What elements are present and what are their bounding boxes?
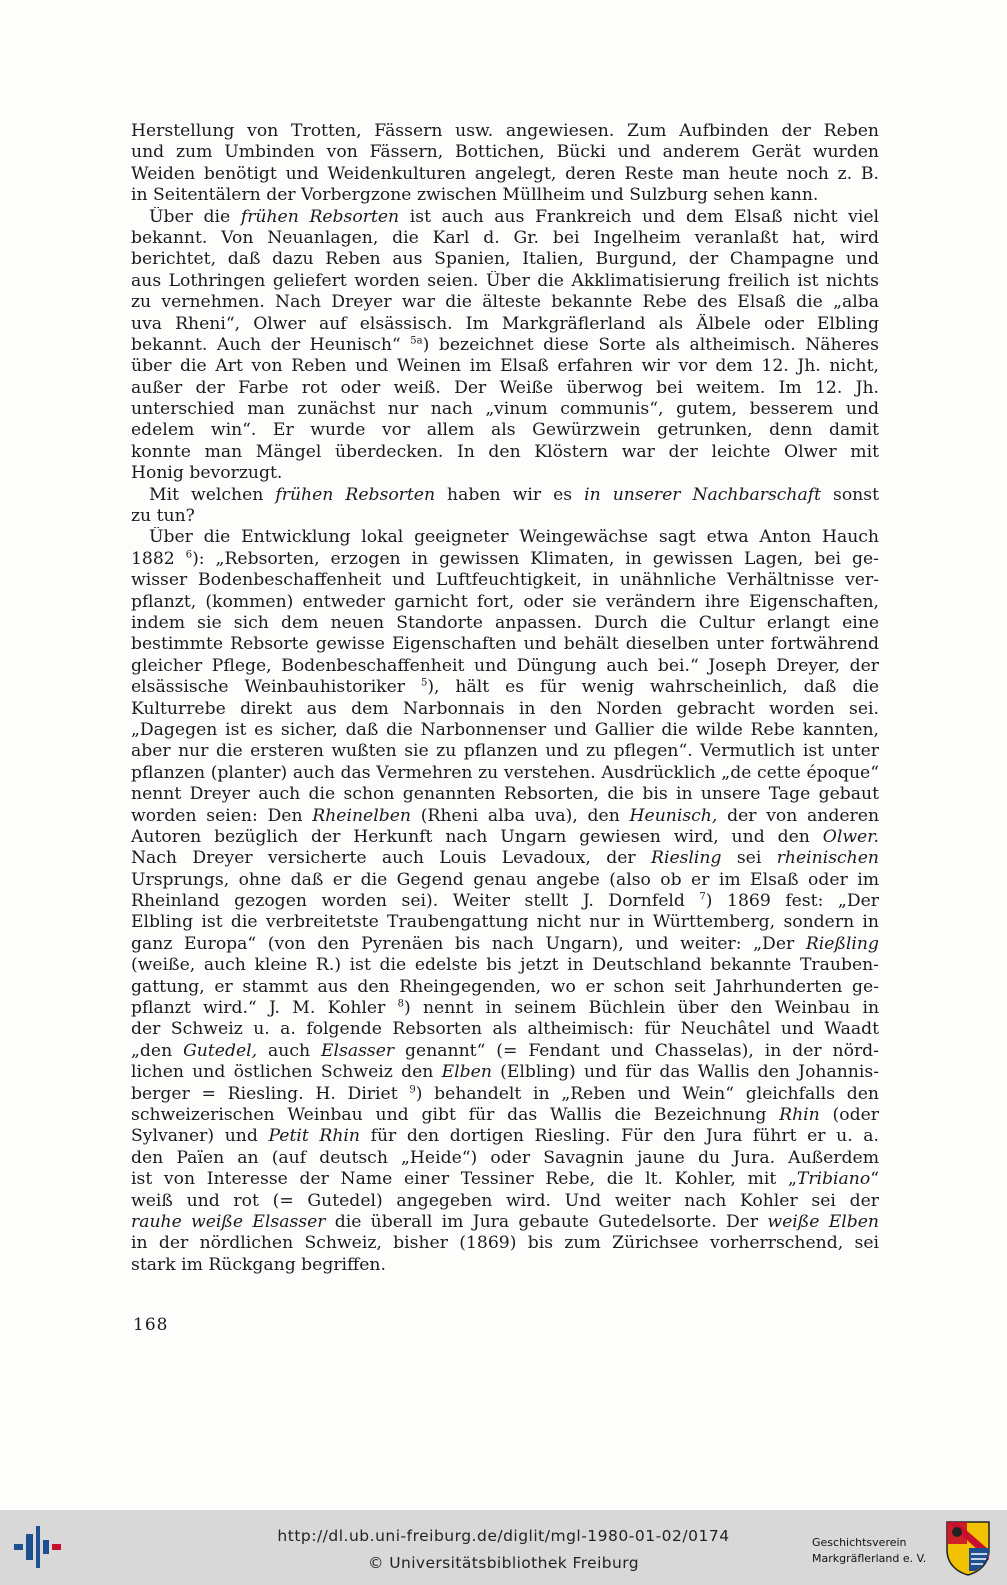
society-coat-of-arms-icon[interactable]	[945, 1520, 991, 1576]
text-span: Weiden benötigt und Weidenkulturen angelegt, deren Reste man heute noch z. B.	[131, 163, 879, 184]
text-line	[131, 207, 879, 228]
text-line	[131, 634, 879, 655]
text-span: ) bezeichnet diese Sorte als altheimisch. Näheres	[422, 334, 879, 355]
italic-text: frühen Rebsorten	[240, 206, 400, 227]
text-span: zu tun?	[131, 506, 195, 527]
text-line	[131, 827, 879, 848]
text-line	[131, 763, 879, 784]
text-line	[131, 292, 879, 313]
text-line	[131, 656, 879, 677]
text-span: gleicher Pflege, Bodenbeschaffenheit und Düngung auch bei.“ Joseph Dreyer, der	[131, 655, 879, 676]
italic-text: Tribiano	[796, 1169, 871, 1190]
text-line	[131, 912, 879, 933]
text-span: konnte man Mängel überdecken. In den Klöstern war der leichte Olwer mit	[131, 441, 879, 462]
text-span: Nach Dreyer versicherte auch Louis Levadoux, der	[131, 848, 651, 869]
text-span: schweizerischen Weinbau und gibt für das Wallis die Bezeichnung	[131, 1104, 780, 1125]
text-line	[131, 271, 879, 292]
text-span: pflanzen (planter) auch das Vermehren zu verstehen. Ausdrücklich „de cette époque“	[131, 762, 879, 783]
text-span: (Rheni alba uva), den	[410, 805, 630, 826]
society-name-line-2: Markgräflerland e. V.	[812, 1552, 927, 1565]
text-span: pflanzt, (kommen) entweder garnicht fort, oder sie verändern ihre Eigenschaften,	[131, 591, 879, 612]
society-name-line-1: Geschichtsverein	[812, 1536, 907, 1549]
text-line	[131, 335, 879, 356]
italic-text: Riesling	[651, 848, 722, 869]
text-span: ist auch aus Frankreich und dem Elsaß nicht viel	[399, 206, 879, 227]
text-span: aus Lothringen geliefert worden seien. Über die Akklimatisierung freilich ist nichts	[131, 270, 879, 291]
text-span: Elbling ist die verbreitetste Traubengattung nicht nur in Württemberg, sondern in	[131, 912, 879, 933]
text-line	[131, 613, 879, 634]
text-span: ), hält es für wenig wahrscheinlich, daß die	[427, 677, 879, 698]
viewer-footer	[0, 1510, 1007, 1585]
text-span: “	[870, 1169, 879, 1190]
text-span: ) nennt in seinem Büchlein über den Weinbau in	[403, 998, 879, 1019]
text-line	[131, 1148, 879, 1169]
text-span: indem sie sich dem neuen Standorte anpassen. Durch die Cultur erlangt eine	[131, 612, 879, 633]
text-span: Über die	[149, 206, 241, 227]
italic-text: rauhe weiße Elsasser	[131, 1211, 326, 1232]
text-line	[131, 1105, 879, 1126]
text-line	[131, 185, 879, 206]
text-line	[131, 1169, 879, 1190]
text-span: für den dortigen Riesling. Für den Jura führt er u. a.	[359, 1126, 879, 1147]
text-span: der von anderen	[717, 805, 879, 826]
italic-text: Petit Rhin	[268, 1126, 360, 1147]
text-line	[131, 1062, 879, 1083]
text-line	[131, 720, 879, 741]
body-text	[131, 121, 879, 1276]
text-span: edelem win“. Er wurde vor allem als Gewürzwein getrunken, denn damit	[131, 420, 879, 441]
document-url-link[interactable]: http://dl.ub.uni-freiburg.de/diglit/mgl-1980-01-02/0174	[277, 1527, 730, 1545]
text-span: Mit welchen	[149, 484, 276, 505]
society-name	[812, 1535, 932, 1567]
text-span: auch	[257, 1040, 321, 1061]
text-span: nennt Dreyer auch die schon genannten Rebsorten, die bis in unsere Tage gebaut	[131, 784, 879, 805]
text-line	[131, 1041, 879, 1062]
text-line	[131, 570, 879, 591]
text-line	[131, 527, 879, 548]
italic-text: Rhin	[779, 1104, 820, 1125]
footnote-ref: 8	[397, 998, 404, 1010]
text-span: „den	[131, 1040, 184, 1061]
text-span: haben wir es	[435, 484, 585, 505]
text-span: (oder	[819, 1104, 879, 1125]
text-line	[131, 356, 879, 377]
footnote-ref: 5a	[410, 335, 423, 347]
text-span: gattung, er stammt aus den Rheingegenden, wo er schon seit Jahrhunderten ge-	[131, 976, 879, 997]
text-line	[131, 741, 879, 762]
text-span: den Païen an (auf deutsch „Heide“) oder Savagnin jaune du Jura. Außerdem	[131, 1147, 879, 1168]
text-span: weiß und rot (= Gutedel) angegeben wird. Und weiter nach Kohler sei der	[131, 1190, 879, 1211]
text-span: berichtet, daß dazu Reben aus Spanien, Italien, Burgund, der Champagne und	[131, 249, 879, 270]
text-span: Ursprungs, ohne daß er die Gegend genau angebe (also ob er im Elsaß oder im	[131, 869, 879, 890]
text-span: über die Art von Reben und Weinen im Elsaß erfahren wir vor dem 12. Jh. nicht,	[131, 356, 879, 377]
text-line	[131, 420, 879, 441]
text-span: stark im Rückgang begriffen.	[131, 1254, 386, 1275]
italic-text: Gutedel,	[183, 1040, 258, 1061]
text-span: Kulturrebe direkt aus dem Narbonnais in den Norden gebracht worden sei.	[131, 698, 879, 719]
text-line	[131, 121, 879, 142]
text-line	[131, 399, 879, 420]
text-span: Herstellung von Trotten, Fässern usw. angewiesen. Zum Aufbinden der Reben	[131, 121, 879, 141]
text-span: in der nördlichen Schweiz, bisher (1869) bis zum Zürichsee vorherrschend, sei	[131, 1233, 879, 1254]
text-span: ) 1869 fest: „Der	[705, 891, 879, 912]
text-span: die überall im Jura gebaute Gutedelsorte. Der	[325, 1211, 768, 1232]
text-line	[131, 378, 879, 399]
text-line	[131, 442, 879, 463]
text-line	[131, 848, 879, 869]
footnote-ref: 5	[420, 677, 428, 689]
italic-text: weiße Elben	[767, 1211, 879, 1232]
text-span: sonst	[820, 484, 879, 505]
text-line	[131, 142, 879, 163]
italic-text: Olwer.	[822, 826, 879, 847]
text-line	[131, 592, 879, 613]
text-span: worden seien: Den	[131, 805, 313, 826]
text-line	[131, 891, 879, 912]
footnote-ref: 7	[699, 891, 706, 903]
italic-text: rheinischen	[776, 848, 879, 869]
text-span: ist von Interesse der Name einer Tessiner Rebe, die lt. Kohler, mit „	[131, 1169, 797, 1190]
text-line	[131, 228, 879, 249]
text-span: wisser Bodenbeschaffenheit und Luftfeuchtigkeit, in unähnliche Verhältnisse ver-	[131, 570, 879, 591]
text-line	[131, 677, 879, 698]
text-span: sei	[721, 848, 777, 869]
text-span: elsässische Weinbauhistoriker	[131, 677, 421, 698]
italic-text: Rheinelben	[312, 805, 411, 826]
text-line	[131, 314, 879, 335]
text-span: Honig bevorzugt.	[131, 463, 283, 484]
text-span: ganz Europa“ (von den Pyrenäen bis nach Ungarn), und weiter: „Der	[131, 933, 806, 954]
text-span: Rheinland gezogen worden sei). Weiter stellt J. Dornfeld	[131, 891, 700, 912]
text-line	[131, 463, 879, 484]
text-line	[131, 1084, 879, 1105]
text-line	[131, 699, 879, 720]
text-line	[131, 1191, 879, 1212]
text-line	[131, 806, 879, 827]
text-line	[131, 1126, 879, 1147]
footnote-ref: 9	[409, 1083, 416, 1095]
text-span: aber nur die ersteren wußten sie zu pflanzen und zu pflegen“. Vermutlich ist unter	[131, 741, 879, 762]
text-line	[131, 1255, 879, 1276]
text-line	[131, 934, 879, 955]
text-span: zu vernehmen. Nach Dreyer war die älteste bekannte Rebe des Elsaß die „alba	[131, 292, 879, 313]
text-span: außer der Farbe rot oder weiß. Der Weiße überwog bei weitem. Im 12. Jh.	[131, 377, 879, 398]
text-line	[131, 1019, 879, 1040]
footnote-ref: 6	[185, 549, 193, 561]
text-span: „Dagegen ist es sicher, daß die Narbonnenser und Gallier die wilde Rebe kannten,	[131, 719, 879, 740]
italic-text: Rießling	[805, 933, 879, 954]
text-line	[131, 870, 879, 891]
text-line	[131, 249, 879, 270]
italic-text: in unserer Nachbarschaft	[584, 484, 821, 505]
text-line	[131, 977, 879, 998]
text-span: Sylvaner) und	[131, 1126, 269, 1147]
page-number: 168	[133, 1315, 169, 1335]
text-line	[131, 164, 879, 185]
text-span: bestimmte Rebsorte gewisse Eigenschaften und behält dieselben unter fortwährend	[131, 634, 879, 655]
text-line	[131, 998, 879, 1019]
italic-text: Heunisch,	[629, 805, 718, 826]
text-span: in Seitentälern der Vorbergzone zwischen Müllheim und Sulzburg sehen kann.	[131, 185, 819, 206]
text-line	[131, 549, 879, 570]
italic-text: Elsasser	[320, 1040, 395, 1061]
text-span: genannt“ (= Fendant und Chasselas), in der nörd-	[394, 1040, 879, 1061]
text-line	[131, 506, 879, 527]
text-span: Autoren bezüglich der Herkunft nach Ungarn gewiesen wird, und den	[131, 826, 823, 847]
text-span: ): „Rebsorten, erzogen in gewissen Klimaten, in gewissen Lagen, bei ge-	[192, 548, 879, 569]
text-span: 1882	[131, 548, 186, 569]
text-line	[131, 955, 879, 976]
italic-text: Elben	[441, 1062, 492, 1083]
text-line	[131, 784, 879, 805]
text-line	[131, 485, 879, 506]
italic-text: frühen Rebsorten	[275, 484, 436, 505]
text-span: bekannt. Auch der Heunisch“	[131, 334, 411, 355]
text-span: uva Rheni“, Olwer auf elsässisch. Im Markgräflerland als Älbele oder Elbling	[131, 313, 879, 334]
text-line	[131, 1233, 879, 1254]
text-span: Über die Entwicklung lokal geeigneter Weingewächse sagt etwa Anton Hauch	[149, 527, 879, 548]
text-span: der Schweiz u. a. folgende Rebsorten als altheimisch: für Neuchâtel und Waadt	[131, 1019, 879, 1040]
text-span: pflanzt wird.“ J. M. Kohler	[131, 998, 398, 1019]
text-span: ) behandelt in „Reben und Wein“ gleichfalls den	[415, 1083, 879, 1104]
text-span: bekannt. Von Neuanlagen, die Karl d. Gr. bei Ingelheim veranlaßt hat, wird	[131, 227, 879, 248]
text-span: (weiße, auch kleine R.) ist die edelste bis jetzt in Deutschland bekannte Trauben-	[131, 955, 879, 976]
text-line	[131, 1212, 879, 1233]
copyright-notice: © Universitätsbibliothek Freiburg	[368, 1554, 639, 1572]
text-span: und zum Umbinden von Fässern, Bottichen, Bücki und anderem Gerät wurden	[131, 142, 879, 163]
text-span: lichen und östlichen Schweiz den	[131, 1062, 442, 1083]
text-span: unterschied man zunächst nur nach „vinum communis“, gutem, besserem und	[131, 399, 879, 420]
text-span: (Elbling) und für das Wallis den Johannis-	[491, 1062, 879, 1083]
text-span: berger = Riesling. H. Diriet	[131, 1083, 410, 1104]
